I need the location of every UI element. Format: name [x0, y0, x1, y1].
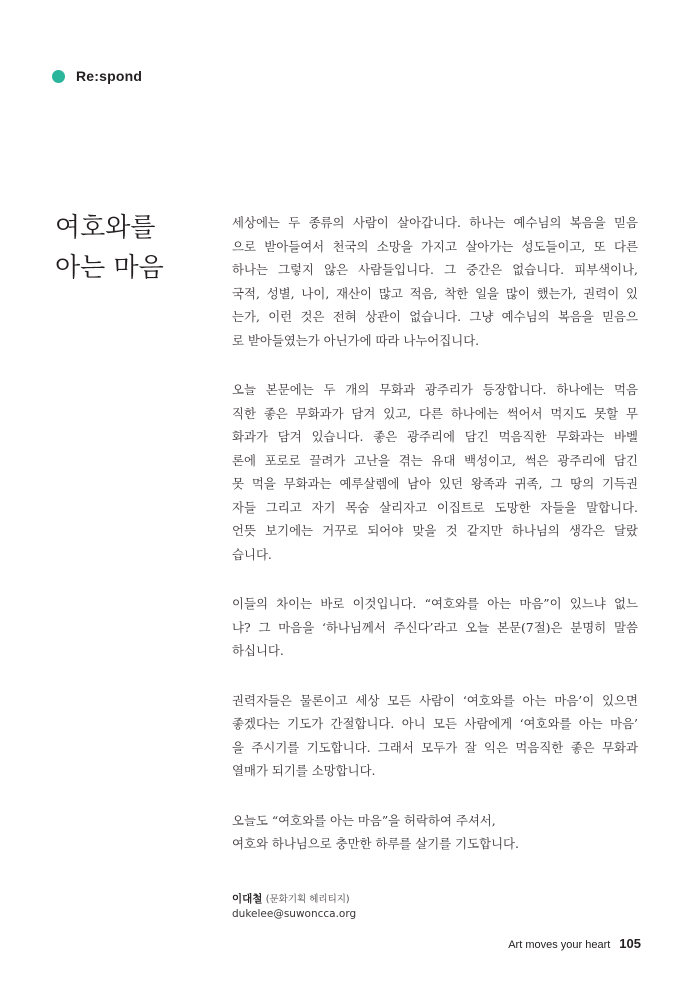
body-line: 국적, 성별, 나이, 재산이 많고 적음, 착한 일을 많이 했는가, 권력이 있 — [232, 285, 638, 301]
paragraph — [232, 378, 638, 566]
footer-tagline: Art moves your heart — [508, 939, 611, 951]
author-credit — [232, 892, 356, 922]
body-line: 화과가 담겨 있습니다. 좋은 광주리에 담긴 먹음직한 무화과는 바벨 — [232, 429, 638, 444]
body-line: 오늘 본문에는 두 개의 무화과 광주리가 등장합니다. 하나에는 먹음 — [232, 382, 638, 397]
body-line: 하나는 그렇지 않은 사람들입니다. 그 중간은 없습니다. 피부색이나, — [232, 262, 638, 277]
body-line: 론에 포로로 끌려가 고난을 겪는 유대 백성이고, 썩은 광주리에 담긴 — [232, 452, 638, 468]
body-line: 하십니다. — [232, 643, 284, 658]
body-line: 여호와 하나님으로 충만한 하루를 살기를 기도합니다. — [232, 836, 519, 851]
author-email: dukelee@suwoncca.org — [232, 908, 357, 920]
body-line: 열매가 되기를 소망합니다. — [232, 763, 376, 778]
paragraph — [232, 689, 638, 783]
title-line-2: 아는 마음 — [55, 253, 164, 283]
paragraph — [232, 592, 638, 663]
body-line: 으로 받아들여서 천국의 소망을 가지고 살아가는 성도들이고, 또 다른 — [232, 238, 638, 254]
page-number: 105 — [619, 936, 641, 951]
page-footer — [508, 936, 641, 951]
author-name: 이대철 — [232, 893, 263, 905]
author-affiliation: (문화기획 헤리티지) — [265, 894, 350, 905]
body-line: 습니다. — [232, 546, 272, 562]
section-dot-icon — [52, 70, 65, 83]
body-line: 는가, 이런 것은 전혀 상관이 없습니다. 그냥 예수님의 복음을 믿음으 — [232, 309, 638, 324]
section-tag — [52, 68, 142, 84]
body-line: 이들의 차이는 바로 이것입니다. “여호와를 아는 마음”이 있느냐 없느 — [232, 596, 638, 611]
body-line: 못 먹을 무화과는 예루살렘에 남아 있던 왕족과 귀족, 그 땅의 기득권 — [232, 476, 638, 491]
body-line: 세상에는 두 종류의 사람이 살아갑니다. 하나는 예수님의 복음을 믿음 — [232, 215, 638, 230]
body-line: 좋겠다는 기도가 간절합니다. 아니 모든 사람에게 ‘여호와를 아는 마음’ — [232, 716, 638, 731]
body-line: 권력자들은 물론이고 세상 모든 사람이 ‘여호와를 아는 마음’이 있으면 — [232, 692, 638, 708]
body-line: 언뜻 보기에는 거꾸로 되어야 맞을 것 같지만 하나님의 생각은 달랐 — [232, 523, 638, 538]
body-line: 로 받아들였는가 아닌가에 따라 나누어집니다. — [232, 332, 480, 348]
body-line: 자들 그리고 자기 목숨 살리자고 이집트로 도망한 자들을 말합니다. — [232, 499, 638, 515]
paragraph — [232, 211, 638, 352]
section-label: Re:spond — [76, 68, 143, 84]
body-line: 오늘도 “여호와를 아는 마음”을 허락하여 주셔서, — [232, 812, 496, 828]
title-line-1: 여호와를 — [55, 213, 156, 243]
paragraph — [232, 809, 638, 856]
body-line: 을 주시기를 기도합니다. 그래서 모두가 잘 익은 먹음직한 좋은 무화과 — [232, 739, 638, 755]
article-body — [232, 211, 638, 882]
body-line: 냐? 그 마음을 ‘하나님께서 주신다’라고 오늘 본문(7절)은 분명히 말씀 — [232, 619, 638, 635]
article-title — [55, 208, 215, 288]
body-line: 직한 좋은 무화과가 담겨 있고, 다른 하나에는 썩어서 먹지도 못할 무 — [232, 405, 638, 421]
